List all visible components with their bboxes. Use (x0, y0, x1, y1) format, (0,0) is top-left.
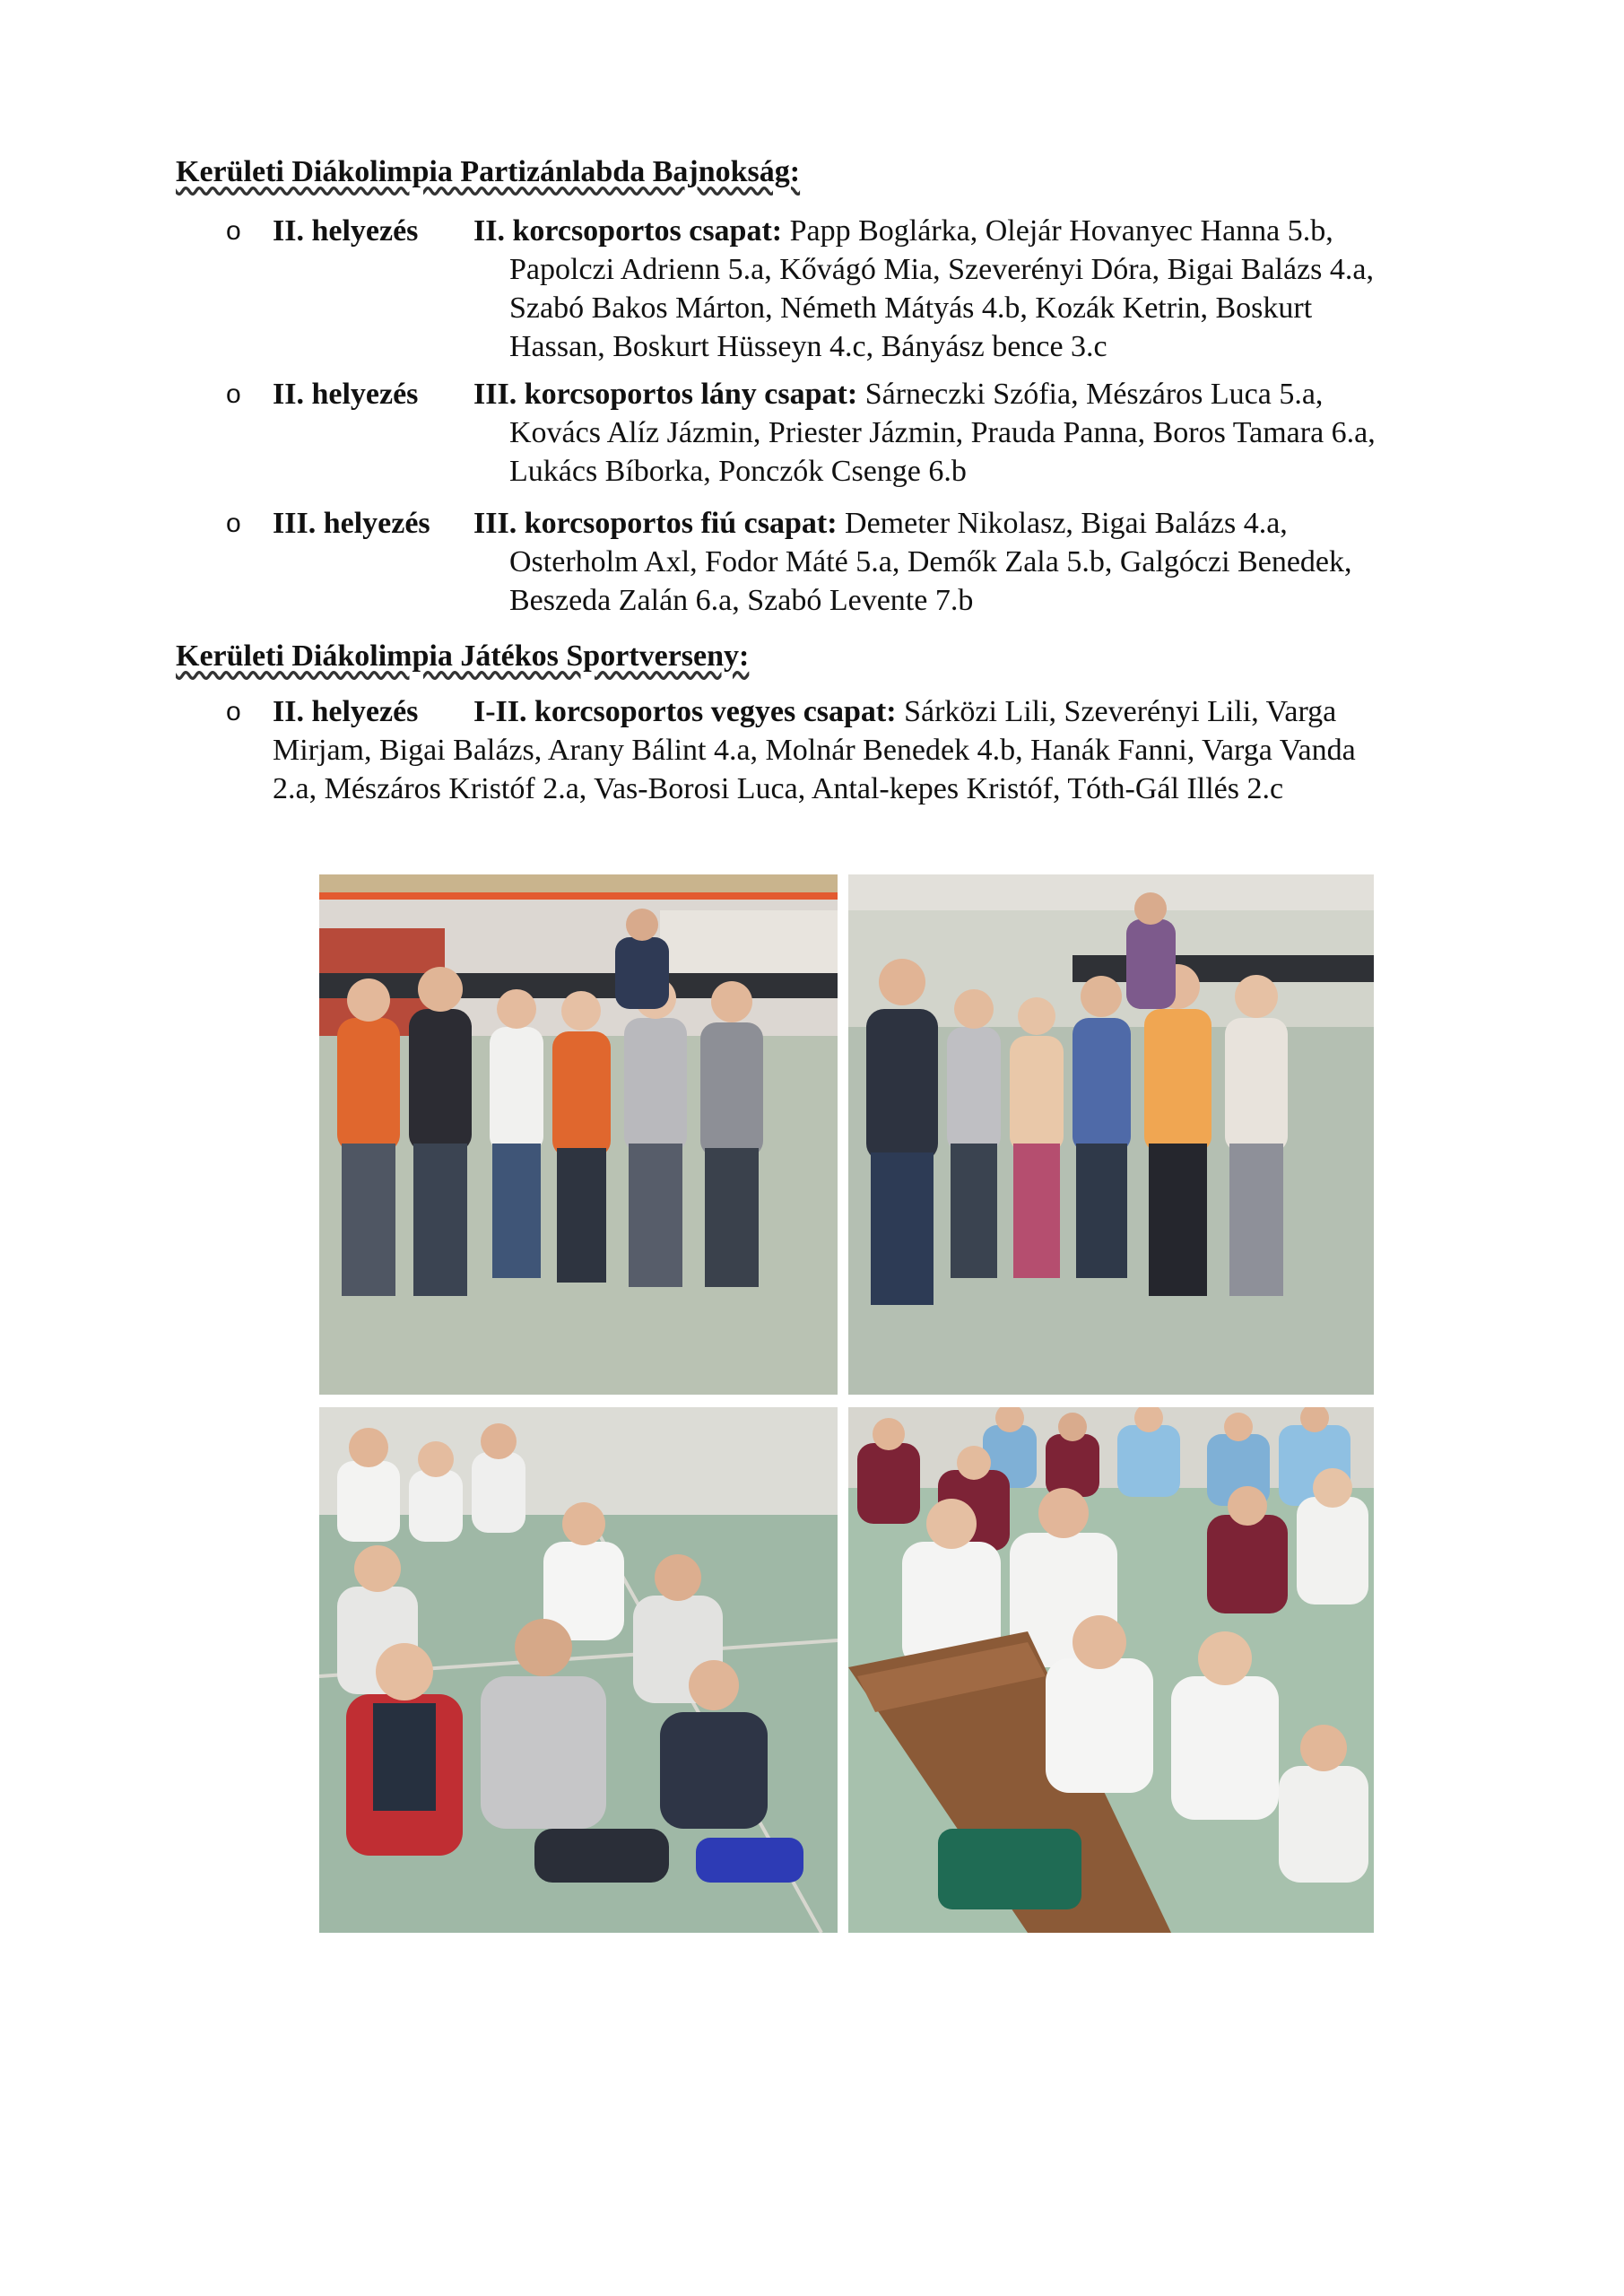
photo-team-standing-2 (848, 874, 1374, 1395)
result-entry (226, 692, 1463, 809)
team-members-line: Osterholm Axl, Fodor Máté 5.a, Demők Zala 5.b, Galgóczi Benedek, (509, 545, 1352, 578)
placement-label: II. helyezés (273, 378, 419, 411)
team-name: II. korcsoportos csapat: (473, 214, 783, 248)
placement-label: II. helyezés (273, 214, 419, 248)
placement-label: II. helyezés (273, 695, 419, 728)
photo-image (848, 874, 1374, 1395)
list-bullet: o (226, 697, 241, 726)
photo-team-sitting-1 (319, 1407, 838, 1933)
result-entry (226, 375, 1463, 491)
result-entry (226, 212, 1463, 366)
team-description (473, 212, 1455, 366)
photo-team-standing-1 (319, 874, 838, 1395)
team-name: III. korcsoportos lány csapat: (473, 378, 858, 411)
team-name: III. korcsoportos fiú csapat: (473, 507, 838, 540)
photo-image (319, 1407, 838, 1933)
team-members-line: Beszeda Zalán 6.a, Szabó Levente 7.b (509, 584, 974, 617)
team-name: I-II. korcsoportos vegyes csapat: (473, 695, 897, 728)
team-members-line: Lukács Bíborka, Ponczók Csenge 6.b (509, 455, 967, 488)
team-members-line: Hassan, Boskurt Hüsseyn 4.c, Bányász bence 3.c (509, 330, 1107, 363)
list-bullet: o (226, 509, 241, 538)
team-members-line: Papolczi Adrienn 5.a, Kővágó Mia, Szeverényi Dóra, Bigai Balázs 4.a, (509, 253, 1375, 286)
team-members-line: Kovács Alíz Jázmin, Priester Jázmin, Prauda Panna, Boros Tamara 6.a, (509, 416, 1376, 449)
team-description (473, 375, 1455, 491)
section-heading-jatekos-sportverseny: Kerületi Diákolimpia Játékos Sportverseny: (176, 639, 750, 673)
team-members-line: Sárközi Lili, Szeverényi Lili, Varga (896, 695, 1337, 728)
team-members-line: Papp Boglárka, Olejár Hovanyec Hanna 5.b, (782, 214, 1333, 248)
list-bullet: o (226, 379, 241, 409)
team-members-line: 2.a, Mészáros Kristóf 2.a, Vas-Borosi Luca, Antal-kepes Kristóf, Tóth-Gál Illés 2.c (273, 772, 1284, 805)
team-members-line: Demeter Nikolasz, Bigai Balázs 4.a, (837, 507, 1288, 540)
photo-image (319, 874, 838, 1395)
team-members-line: Szabó Bakos Márton, Németh Mátyás 4.b, Kozák Ketrin, Boskurt (509, 291, 1313, 325)
section-heading-partizanlabda: Kerületi Diákolimpia Partizánlabda Bajnokság: (176, 155, 801, 188)
photo-collage (319, 874, 1374, 1933)
photo-image (848, 1407, 1374, 1933)
placement-label: III. helyezés (273, 507, 430, 540)
result-entry (226, 504, 1463, 621)
team-description (473, 504, 1455, 620)
list-bullet: o (226, 216, 241, 246)
team-members-line: Sárneczki Szófia, Mészáros Luca 5.a, (857, 378, 1324, 411)
photo-team-sitting-2 (848, 1407, 1374, 1933)
team-description (273, 692, 1492, 808)
team-members-line: Mirjam, Bigai Balázs, Arany Bálint 4.a, Molnár Benedek 4.b, Hanák Fanni, Varga Vanda (273, 734, 1356, 767)
